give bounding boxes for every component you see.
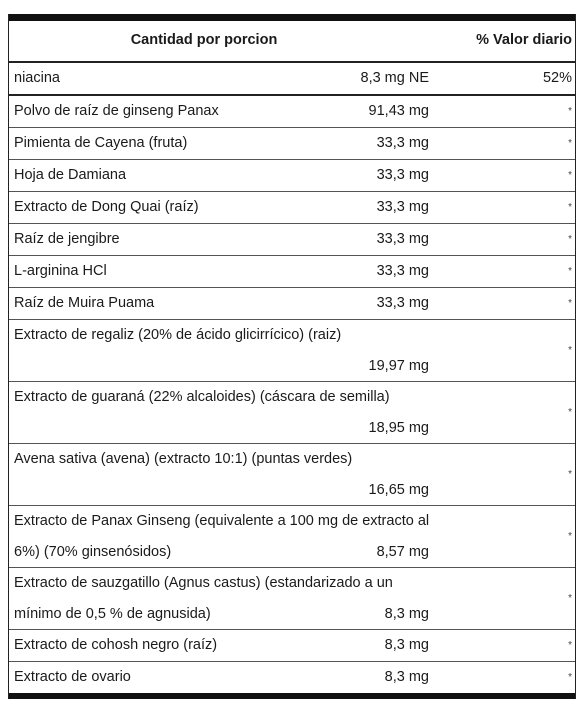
table-row (9, 192, 575, 224)
ingredient-amount: 8,57 mg (376, 544, 429, 560)
ingredient-daily-value: * (568, 266, 572, 277)
ingredient-amount: 8,3 mg (384, 637, 429, 653)
table-row (9, 288, 575, 320)
table-row (9, 63, 575, 96)
ingredient-daily-value: * (568, 345, 572, 356)
table-row (9, 96, 575, 128)
ingredient-name: Raíz de jengibre (14, 231, 120, 247)
ingredient-amount: 8,3 mg (384, 606, 429, 622)
ingredient-name: Extracto de guaraná (22% alcaloides) (cáscara de semilla) (14, 389, 390, 405)
ingredient-name: Extracto de Panax Ginseng (equivalente a 100 mg de extracto al 6%) (70% ginsenósidos) (14, 513, 430, 560)
ingredient-name: Hoja de Damiana (14, 167, 127, 183)
ingredient-name: Extracto de cohosh negro (raíz) (14, 637, 218, 653)
table-row (9, 662, 575, 693)
ingredient-amount: 8,3 mg NE (360, 70, 429, 86)
daily-value-column-header: % Valor diario (476, 32, 572, 48)
amount-column-header: Cantidad por porcion (130, 32, 278, 48)
ingredient-amount: 19,97 mg (368, 358, 429, 374)
table-row (9, 320, 575, 382)
table-row (9, 568, 575, 630)
table-row (9, 506, 575, 568)
ingredient-daily-value: * (568, 672, 572, 683)
ingredient-daily-value: * (568, 106, 572, 117)
ingredient-amount: 33,3 mg (376, 135, 429, 151)
ingredient-daily-value: * (568, 469, 572, 480)
ingredient-name: Extracto de regaliz (20% de ácido glicirrícico) (raiz) (14, 327, 342, 343)
ingredient-amount: 33,3 mg (376, 295, 429, 311)
table-row (9, 382, 575, 444)
ingredient-daily-value: * (568, 407, 572, 418)
ingredient-name: Pimienta de Cayena (fruta) (14, 135, 188, 151)
table-row (9, 444, 575, 506)
ingredient-name: Raíz de Muira Puama (14, 295, 155, 311)
ingredient-amount: 33,3 mg (376, 263, 429, 279)
ingredient-name: Avena sativa (avena) (extracto 10:1) (puntas verdes) (14, 451, 353, 467)
table-row (9, 224, 575, 256)
table-row (9, 630, 575, 662)
ingredient-name: L-arginina HCl (14, 263, 107, 279)
ingredient-daily-value: * (568, 138, 572, 149)
top-rule (9, 14, 575, 21)
ingredient-amount: 18,95 mg (368, 420, 429, 436)
table-row (9, 128, 575, 160)
ingredient-amount: 33,3 mg (376, 167, 429, 183)
ingredient-amount: 8,3 mg (384, 669, 429, 685)
ingredient-amount: 91,43 mg (368, 103, 429, 119)
ingredient-daily-value: * (568, 202, 572, 213)
ingredient-name: Extracto de Dong Quai (raíz) (14, 199, 199, 215)
ingredient-name: Polvo de raíz de ginseng Panax (14, 103, 219, 119)
nutrition-table (8, 14, 576, 699)
ingredient-daily-value: * (568, 298, 572, 309)
ingredient-daily-value: * (568, 170, 572, 181)
ingredient-amount: 33,3 mg (376, 231, 429, 247)
ingredient-daily-value: * (568, 234, 572, 245)
ingredient-name: niacina (14, 70, 60, 86)
bottom-rule (9, 693, 575, 699)
ingredient-daily-value: * (568, 640, 572, 651)
ingredient-daily-value: 52% (542, 70, 572, 86)
ingredient-amount: 16,65 mg (368, 482, 429, 498)
table-row (9, 160, 575, 192)
ingredient-daily-value: * (568, 593, 572, 604)
ingredient-name: Extracto de sauzgatillo (Agnus castus) (estandarizado a un mínimo de 0,5 % de agnusida) (14, 575, 393, 622)
ingredient-name: Extracto de ovario (14, 669, 131, 685)
ingredient-amount: 33,3 mg (376, 199, 429, 215)
table-row (9, 256, 575, 288)
ingredient-daily-value: * (568, 531, 572, 542)
table-header (9, 21, 575, 63)
